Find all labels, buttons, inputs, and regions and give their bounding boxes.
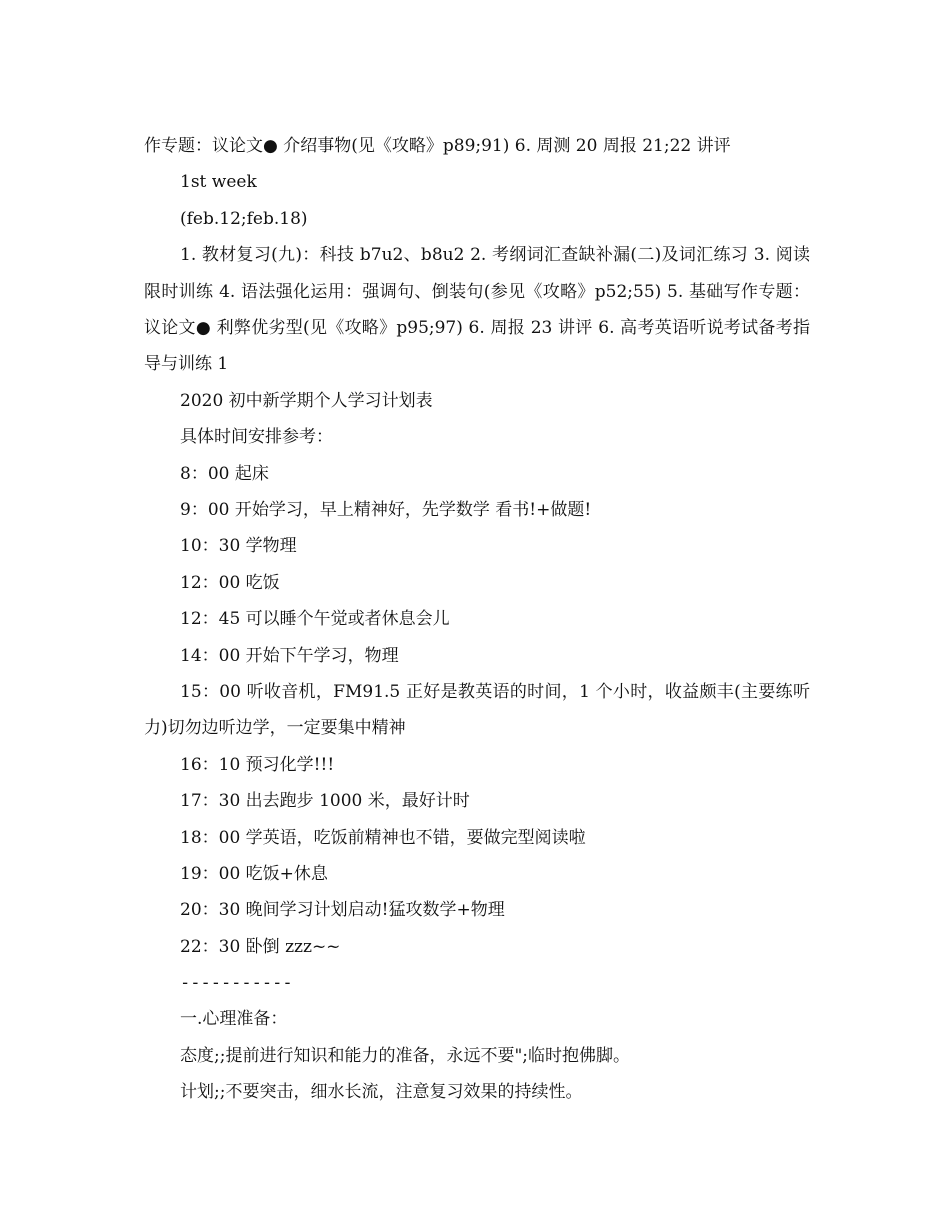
week-task-paragraph: 1. 教材复习(九)：科技 b7u2、b8u2 2. 考纲词汇查缺补漏(二)及词汇练习 3. 阅读限时训练 4. 语法强化运用：强调句、倒装句(参见《攻略》p52;55) 5. 基础写作专题：议论文● 利弊优劣型(见《攻略》p95;97) 6. 周报 23 讲评 6. 高考英语听说考试备考指导与训练 1 bbox=[144, 245, 810, 375]
schedule-item: 12：00 吃饭 bbox=[180, 572, 280, 593]
text-line-week: 1st week bbox=[180, 172, 257, 193]
schedule-item: 9：00 开始学习，早上精神好，先学数学 看书!+做题! bbox=[180, 499, 592, 520]
schedule-item: 17：30 出去跑步 1000 米，最好计时 bbox=[180, 791, 470, 812]
schedule-item: 22：30 卧倒 zzz~~ bbox=[180, 936, 341, 957]
schedule-item: 12：45 可以睡个午觉或者休息会儿 bbox=[180, 609, 450, 630]
text-line-topic: 作专题：议论文● 介绍事物(见《攻略》p89;91) 6. 周测 20 周报 21;22 讲评 bbox=[144, 136, 731, 156]
section-heading: 一.心理准备： bbox=[180, 1009, 288, 1030]
schedule-item: 18：00 学英语，吃饭前精神也不错，要做完型阅读啦 bbox=[180, 827, 586, 848]
schedule-item: 20：30 晚间学习计划启动!猛攻数学+物理 bbox=[180, 900, 505, 921]
text-line-date-range: (feb.12;feb.18) bbox=[180, 208, 308, 229]
attitude-line: 态度;;提前进行知识和能力的准备，永远不要";临时抱佛脚。 bbox=[180, 1045, 631, 1066]
schedule-item-long: 15：00 听收音机，FM91.5 正好是教英语的时间，1 个小时，收益颇丰(主要练听力)切勿边听边学，一定要集中精神 bbox=[144, 681, 810, 739]
schedule-intro: 具体时间安排参考： bbox=[180, 427, 333, 448]
schedule-item: 10：30 学物理 bbox=[180, 536, 297, 557]
schedule-item: 8：00 起床 bbox=[180, 463, 269, 484]
schedule-item: 14：00 开始下午学习，物理 bbox=[180, 645, 399, 666]
plan-line: 计划;;不要突击，细水长流，注意复习效果的持续性。 bbox=[180, 1082, 583, 1103]
schedule-item: 19：00 吃饭+休息 bbox=[180, 863, 328, 884]
divider-line: ----------- bbox=[180, 973, 293, 994]
plan-title: 2020 初中新学期个人学习计划表 bbox=[180, 390, 433, 411]
document-body bbox=[144, 128, 810, 1111]
schedule-item: 16：10 预习化学!!! bbox=[180, 754, 335, 775]
